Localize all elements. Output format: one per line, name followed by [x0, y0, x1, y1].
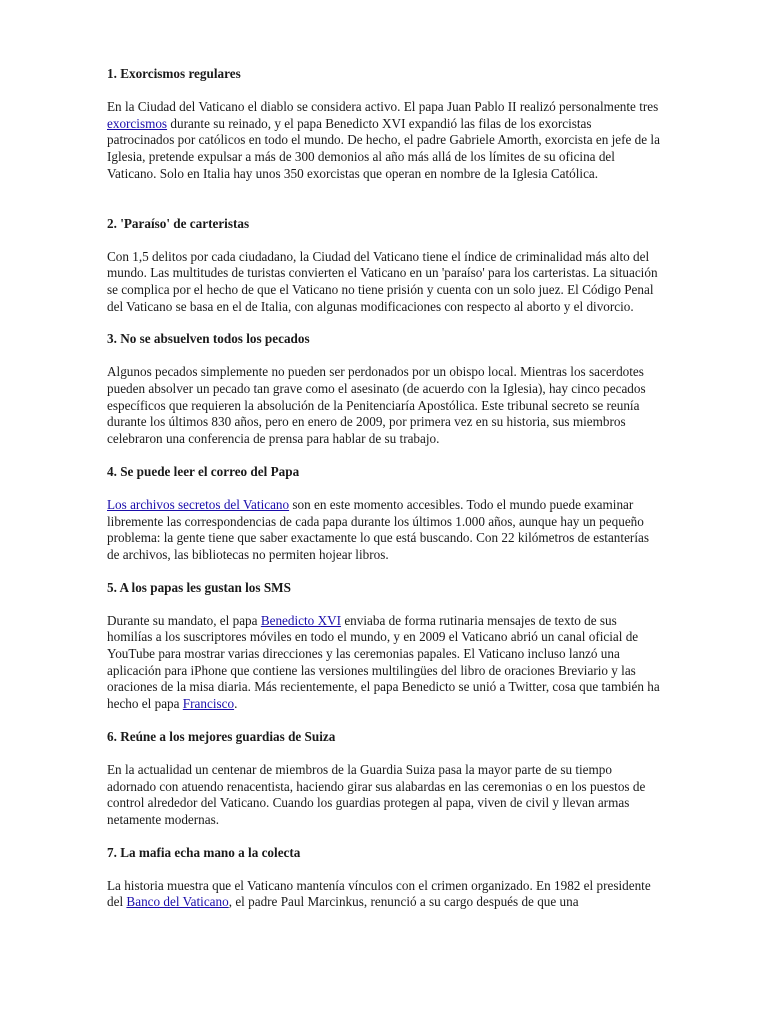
section-paragraph — [107, 878, 660, 911]
section-heading: 5. A los papas les gustan los SMS — [107, 579, 291, 595]
paragraph-text: La historia muestra que el Vaticano mantenía vínculos con el crimen organizado. En 1982 el presidente del — [107, 877, 651, 910]
inline-link[interactable]: exorcismos — [107, 115, 168, 131]
section-heading: 3. No se absuelven todos los pecados — [107, 331, 310, 347]
inline-link[interactable]: Benedicto XVI — [260, 612, 342, 628]
paragraph-text: , el padre Paul Marcinkus, renunció a su cargo después de que una — [228, 894, 579, 910]
inline-link[interactable]: Los archivos secretos del Vaticano — [107, 496, 290, 512]
paragraph-text: son en este momento accesibles. Todo el mundo puede examinar libremente las correspondencias de cada papa durante los últimos 1.000 años, aunque hay un pequeño problema: la gente tiene que saber exactamente lo que está buscando. Con 22 kilómetros de estanterías de archivos, las bibliotecas no permiten hojear libros. — [107, 496, 649, 562]
paragraph-text: Con 1,5 delitos por cada ciudadano, la Ciudad del Vaticano tiene el índice de criminalidad más alto del mundo. Las multitudes de turistas convierten el Vaticano en un 'paraíso' para los carteristas. La situación se complica por el hecho de que el Vaticano no tiene prisión y cuenta con un solo juez. El Código Penal del Vaticano se basa en el de Italia, con algunas modificaciones con respecto al aborto y el divorcio. — [107, 248, 658, 314]
section-heading: 2. 'Paraíso' de carteristas — [107, 215, 250, 231]
inline-link[interactable]: Francisco — [182, 696, 235, 712]
paragraph-text: enviaba de forma rutinaria mensajes de texto de sus homilías a los suscriptores móviles en todo el mundo, y en 2009 el Vaticano abrió un canal oficial de YouTube para mostrar varias direcciones y las ceremonias papales. El Vaticano incluso lanzó una aplicación para iPhone que contiene las versiones multilingües del libro de oraciones Breviario y las oraciones de la misa diaria. Más recientemente, el papa Benedicto se unió a Twitter, cosa que también ha hecho el papa — [107, 612, 660, 712]
section-paragraph — [107, 249, 660, 316]
section-paragraph — [107, 99, 660, 183]
paragraph-text: durante su reinado, y el papa Benedicto XVI expandió las filas de los exorcistas patrocinados por católicos en todo el mundo. De hecho, el padre Gabriele Amorth, exorcista en jefe de la Iglesia, pretende expulsar a más de 300 demonios al año más allá de los límites de su oficina del Vaticano. Solo en Italia hay unos 350 exorcistas que operan en nombre de la Iglesia Católica. — [107, 115, 660, 181]
inline-link[interactable]: Banco del Vaticano — [126, 894, 229, 910]
section-heading: 7. La mafia echa mano a la colecta — [107, 844, 301, 860]
paragraph-text: Algunos pecados simplemente no pueden ser perdonados por un obispo local. Mientras los sacerdotes pueden absolver un pecado tan grave como el asesinato (de acuerdo con la Iglesia), hay cinco pecados específicos que requieren la absolución de la Penitenciaría Apostólica. Este tribunal secreto se reunía durante los últimos 830 años, pero en enero de 2009, por primera vez en su historia, sus miembros celebraron una conferencia de prensa para hablar de su trabajo. — [107, 364, 646, 447]
section-paragraph — [107, 613, 660, 713]
paragraph-text: En la Ciudad del Vaticano el diablo se considera activo. El papa Juan Pablo II realizó personalmente tres — [107, 99, 659, 114]
section-paragraph — [107, 497, 660, 564]
section-paragraph — [107, 364, 660, 448]
section-paragraph — [107, 762, 660, 829]
section-heading: 4. Se puede leer el correo del Papa — [107, 463, 300, 479]
paragraph-text: . — [234, 696, 238, 712]
paragraph-text: En la actualidad un centenar de miembros de la Guardia Suiza pasa la mayor parte de su tiempo adornado con atuendo renacentista, haciendo girar sus alabardas en las ceremonias o en los puestos de control alrededor del Vaticano. Cuando los guardias protegen al papa, viven de civil y llevan armas netamente modernas. — [107, 761, 646, 827]
section-heading: 6. Reúne a los mejores guardias de Suiza — [107, 728, 336, 744]
paragraph-text: Durante su mandato, el papa — [107, 612, 261, 628]
section-heading: 1. Exorcismos regulares — [107, 66, 241, 81]
